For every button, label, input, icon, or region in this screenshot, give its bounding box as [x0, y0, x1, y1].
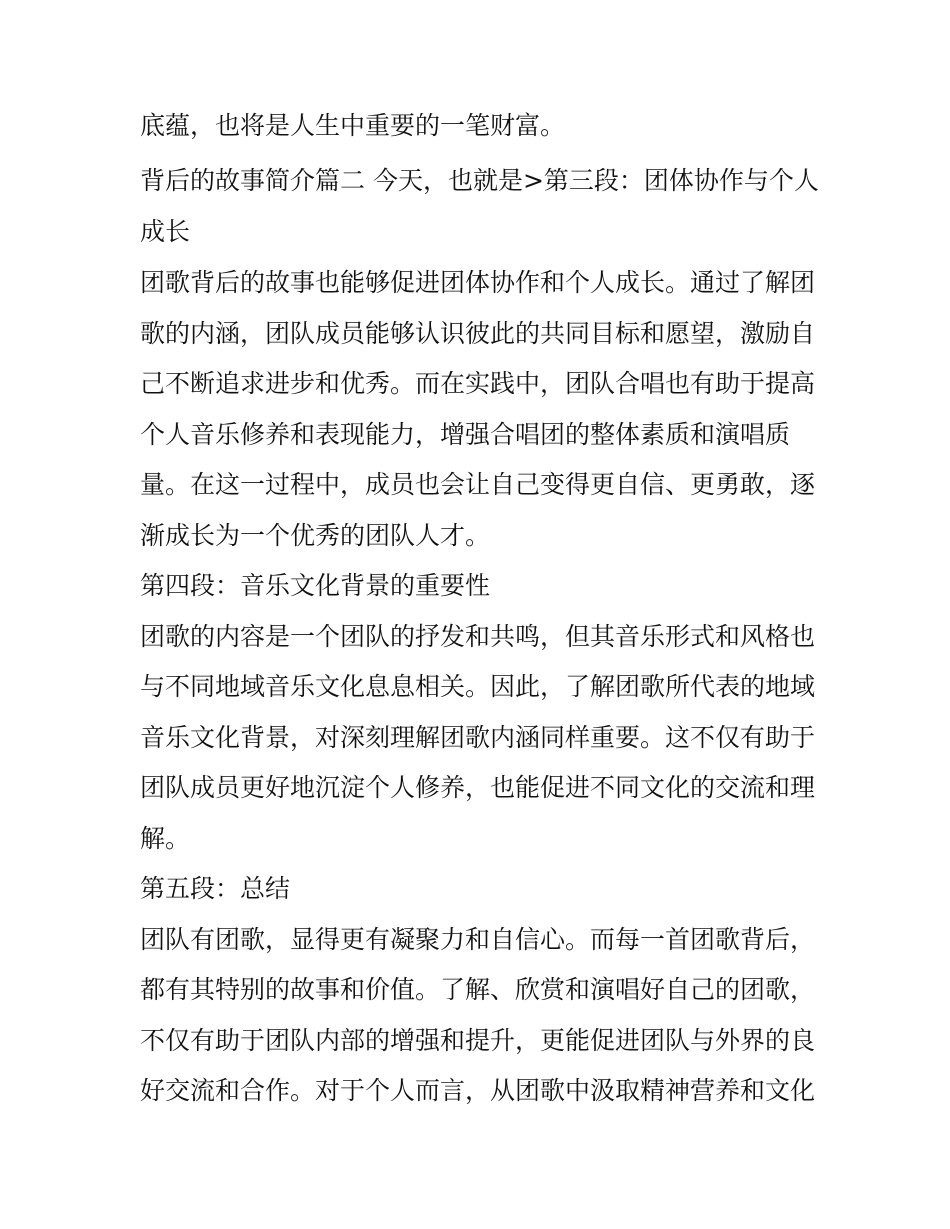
text-line: 解。	[140, 824, 191, 853]
text-line: 好交流和合作。对于个人而言，从团歌中汲取精神营养和文化	[140, 1076, 816, 1105]
text-line: 音乐文化背景，对深刻理解团歌内涵同样重要。这不仅有助于	[140, 723, 816, 752]
text-line: 团队成员更好地沉淀个人修养，也能促进不同文化的交流和理	[140, 773, 816, 802]
text-line: 量。在这一过程中，成员也会让自己变得更自信、更勇敢，逐	[140, 470, 816, 499]
text-line: 背后的故事简介篇二 今天，也就是>第三段：团体协作与个人	[140, 166, 819, 195]
text-line: 底蕴，也将是人生中重要的一笔财富。	[140, 111, 566, 140]
text-line: 与不同地域音乐文化息息相关。因此，了解团歌所代表的地域	[140, 672, 816, 701]
section-heading: 第四段：音乐文化背景的重要性	[140, 571, 491, 600]
text-line: 团歌的内容是一个团队的抒发和共鸣，但其音乐形式和风格也	[140, 622, 816, 651]
text-line: 渐成长为一个优秀的团队人才。	[140, 521, 491, 550]
text-line: 己不断追求进步和优秀。而在实践中，团队合唱也有助于提高	[140, 369, 816, 398]
text-line: 成长	[140, 217, 191, 246]
text-line: 都有其特别的故事和价值。了解、欣赏和演唱好自己的团歌，	[140, 975, 816, 1004]
text-line: 团歌背后的故事也能够促进团体协作和个人成长。通过了解团	[140, 268, 816, 297]
text-line: 个人音乐修养和表现能力，增强合唱团的整体素质和演唱质	[140, 420, 791, 449]
text-line: 歌的内涵，团队成员能够认识彼此的共同目标和愿望，激励自	[140, 319, 816, 348]
text-line: 不仅有助于团队内部的增强和提升，更能促进团队与外界的良	[140, 1026, 816, 1055]
section-heading: 第五段：总结	[140, 874, 291, 903]
text-line: 团队有团歌，显得更有凝聚力和自信心。而每一首团歌背后，	[140, 925, 816, 954]
